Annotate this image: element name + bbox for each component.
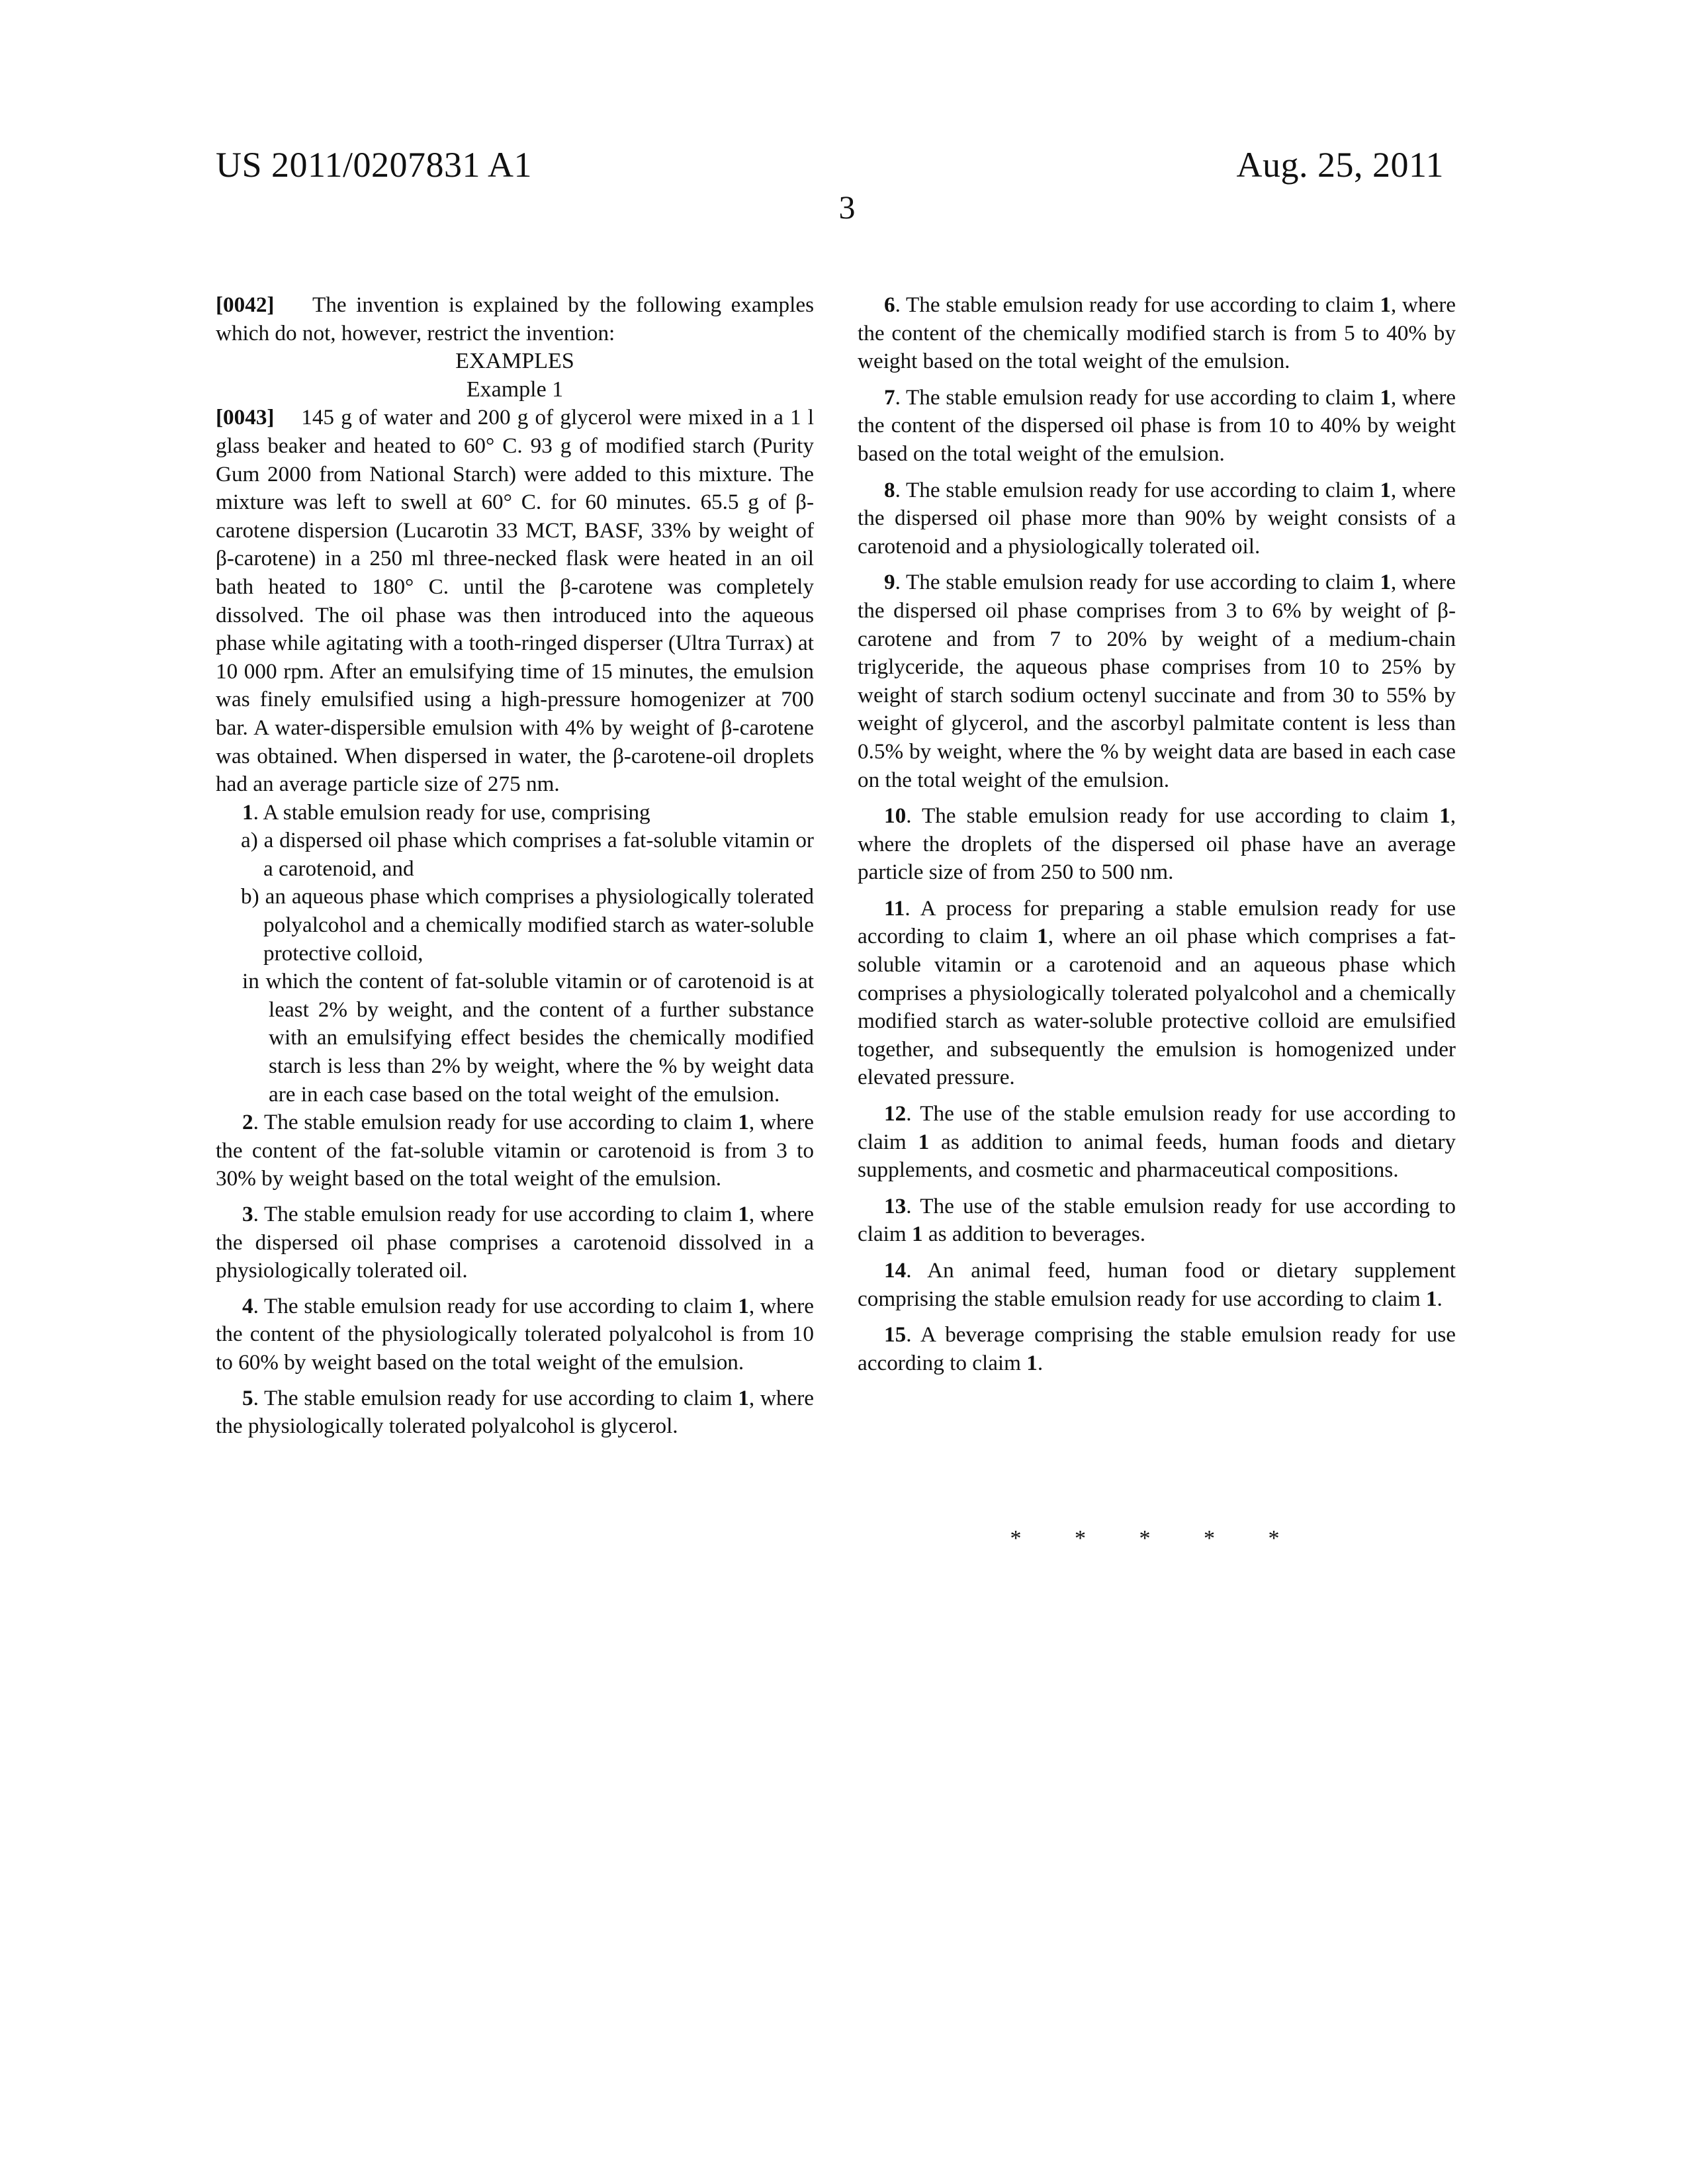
claim-number: 7 <box>884 385 895 410</box>
publication-date: Aug. 25, 2011 <box>1237 144 1445 185</box>
left-column <box>216 291 814 1448</box>
claim-text-rest: as addition to animal feeds, human foods and dietary supplements, and cosmetic and pharmaceutical compositions. <box>858 1130 1456 1183</box>
claim-text-rest: as addition to beverages. <box>923 1222 1145 1246</box>
claim-text-rest: , where an oil phase which comprises a fat-soluble vitamin or a carotenoid and an aqueous phase which comprises a physiologically tolerated polyalcohol and a chemically modified starch as water-soluble protective colloid are emulsified together, and subsequently the emulsion is homogenized under elevated pressure. <box>858 924 1456 1089</box>
claim-8 <box>858 477 1456 561</box>
claim-text: . The stable emulsion ready for use according to claim <box>895 478 1380 502</box>
claim-reference: 1 <box>1380 570 1391 594</box>
claim-text-rest: , where the content of the fat-soluble vitamin or carotenoid is from 3 to 30% by weight based on the total weight of the emulsion. <box>216 1110 814 1191</box>
claim-number: 4 <box>242 1294 253 1318</box>
claim-5 <box>216 1385 814 1441</box>
claim-reference: 1 <box>738 1202 749 1226</box>
claim-text-rest: . <box>1437 1287 1443 1311</box>
claim-14 <box>858 1257 1456 1313</box>
claim-1-item-a: a) a dispersed oil phase which comprises a fat-soluble vitamin or a carotenoid, and <box>216 827 814 883</box>
claim-number: 8 <box>884 478 895 502</box>
claim-text: . The use of the stable emulsion ready for use according to claim <box>858 1101 1456 1154</box>
claim-reference: 1 <box>738 1294 749 1318</box>
claim-number: 6 <box>884 293 895 317</box>
claim-reference: 1 <box>918 1130 930 1154</box>
claim-text: . The stable emulsion ready for use according to claim <box>906 803 1439 828</box>
claim-1 <box>216 799 814 827</box>
claim-reference: 1 <box>1037 924 1048 948</box>
claim-reference: 1 <box>1426 1287 1437 1311</box>
claim-13 <box>858 1193 1456 1249</box>
paragraph-number: [0042] <box>216 293 274 317</box>
claim-12 <box>858 1100 1456 1185</box>
claim-text: . An animal feed, human food or dietary supplement comprising the stable emulsion ready for use according to claim <box>858 1258 1456 1311</box>
claim-text-rest: , where the content of the chemically modified starch is from 5 to 40% by weight based on the total weight of the emulsion. <box>858 293 1456 373</box>
claim-text-rest: , where the dispersed oil phase comprises a carotenoid dissolved in a physiologically tolerated oil. <box>216 1202 814 1283</box>
claim-text-rest: , where the content of the physiologically tolerated polyalcohol is from 10 to 60% by weight based on the total weight of the emulsion. <box>216 1294 814 1375</box>
claim-text: . The stable emulsion ready for use according to claim <box>253 1110 738 1134</box>
claim-text-rest: , where the dispersed oil phase more than 90% by weight consists of a carotenoid and a physiologically tolerated oil. <box>858 478 1456 559</box>
claim-text: . The stable emulsion ready for use according to claim <box>253 1294 738 1318</box>
right-column <box>858 291 1456 1385</box>
paragraph-text: The invention is explained by the following examples which do not, however, restrict the invention: <box>216 293 814 345</box>
claim-number: 13 <box>884 1194 906 1218</box>
claim-text-rest: , where the physiologically tolerated polyalcohol is glycerol. <box>216 1386 814 1439</box>
claim-number: 2 <box>242 1110 253 1134</box>
claim-reference: 1 <box>1380 293 1391 317</box>
claim-number: 1 <box>242 800 253 825</box>
claim-text-rest: , where the droplets of the dispersed oil phase have an average particle size of from 250 to 500 nm. <box>858 803 1456 884</box>
claim-reference: 1 <box>912 1222 923 1246</box>
claim-text: . The stable emulsion ready for use according to claim <box>253 1386 738 1410</box>
claim-7 <box>858 384 1456 469</box>
claim-number: 9 <box>884 570 895 594</box>
claim-text-rest: , where the content of the dispersed oil phase is from 10 to 40% by weight based on the total weight of the emulsion. <box>858 385 1456 466</box>
claim-text: . The stable emulsion ready for use according to claim <box>253 1202 738 1226</box>
paragraph-0042 <box>216 291 814 347</box>
claim-9 <box>858 569 1456 794</box>
paragraph-text: 145 g of water and 200 g of glycerol were mixed in a 1 l glass beaker and heated to 60° C. 93 g of modified starch (Purity Gum 2000 from National Starch) were added to this mixture. The mixture was left to swell at 60° C. for 60 minutes. 65.5 g of β-carotene dispersion (Lucarotin 33 MCT, BASF, 33% by weight of β-carotene) in a 250 ml three-necked flask were heated in an oil bath heated to 180° C. until the β-carotene was completely dissolved. The oil phase was then introduced into the aqueous phase while agitating with a tooth-ringed disperser (Ultra Turrax) at 10 000 rpm. After an emulsifying time of 15 minutes, the emulsion was finely emulsified using a high-pressure homogenizer at 700 bar. A water-dispersible emulsion with 4% by weight of β-carotene was obtained. When dispersed in water, the β-carotene-oil droplets had an average particle size of 275 nm. <box>216 405 814 796</box>
claim-text-rest: . <box>1038 1351 1043 1375</box>
claim-2 <box>216 1109 814 1193</box>
claim-reference: 1 <box>1439 803 1450 828</box>
claim-text: . The use of the stable emulsion ready for use according to claim <box>858 1194 1456 1247</box>
claim-text: . A process for preparing a stable emulsion ready for use according to claim <box>858 896 1456 949</box>
claim-1-item-b: b) an aqueous phase which comprises a physiologically tolerated polyalcohol and a chemically modified starch as water-soluble protective colloid, <box>216 883 814 968</box>
claim-number: 11 <box>884 896 905 921</box>
claim-reference: 1 <box>1026 1351 1038 1375</box>
claim-number: 15 <box>884 1322 906 1347</box>
claim-6 <box>858 291 1456 376</box>
paragraph-number: [0043] <box>216 405 274 430</box>
claim-4 <box>216 1293 814 1377</box>
claim-text: . The stable emulsion ready for use according to claim <box>895 385 1380 410</box>
claim-number: 3 <box>242 1202 253 1226</box>
claim-reference: 1 <box>738 1386 749 1410</box>
claim-number: 5 <box>242 1386 253 1410</box>
claim-text: . A stable emulsion ready for use, comprising <box>253 800 650 825</box>
page-number: 3 <box>0 188 1694 226</box>
claim-10 <box>858 802 1456 887</box>
claim-text: . The stable emulsion ready for use according to claim <box>895 293 1380 317</box>
end-of-document-marker: * * * * * <box>858 1526 1456 1551</box>
paragraph-0043 <box>216 404 814 798</box>
claim-number: 12 <box>884 1101 906 1126</box>
claim-number: 14 <box>884 1258 906 1283</box>
claim-1-tail: in which the content of fat-soluble vitamin or of carotenoid is at least 2% by weight, and the content of a further substance with an emulsifying effect besides the chemically modified starch is less than 2% by weight, where the % by weight data are in each case based on the total weight of the emulsion. <box>216 968 814 1109</box>
claim-11 <box>858 895 1456 1092</box>
claim-reference: 1 <box>1380 478 1391 502</box>
publication-number: US 2011/0207831 A1 <box>216 144 532 185</box>
claim-3 <box>216 1201 814 1285</box>
claim-text-rest: , where the dispersed oil phase comprises from 3 to 6% by weight of β-carotene and from 7 to 20% by weight of a medium-chain triglyceride, the aqueous phase comprises from 10 to 25% by weight of starch sodium octenyl succinate and from 30 to 55% by weight of glycerol, and the ascorbyl palmitate content is less than 0.5% by weight, where the % by weight data are based in each case on the total weight of the emulsion. <box>858 570 1456 792</box>
examples-heading: EXAMPLES <box>216 347 814 376</box>
claim-reference: 1 <box>738 1110 749 1134</box>
claim-text: . A beverage comprising the stable emulsion ready for use according to claim <box>858 1322 1456 1375</box>
claim-number: 10 <box>884 803 906 828</box>
claim-15 <box>858 1321 1456 1377</box>
claim-text: . The stable emulsion ready for use according to claim <box>895 570 1380 594</box>
example-1-heading: Example 1 <box>216 376 814 404</box>
claim-reference: 1 <box>1380 385 1391 410</box>
